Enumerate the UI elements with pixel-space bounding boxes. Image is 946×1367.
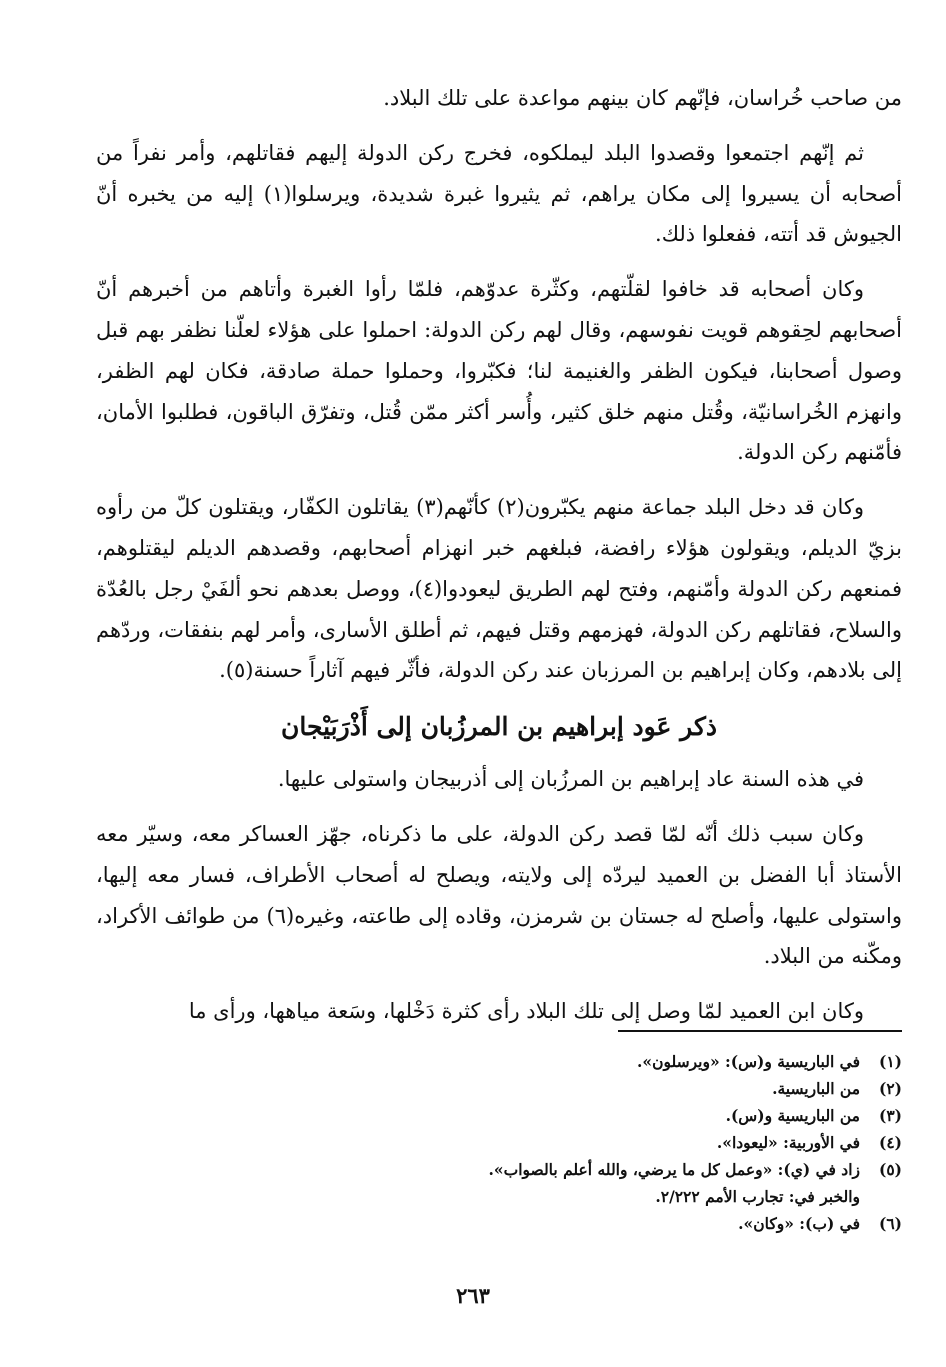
page-number: ٢٦٣: [456, 1283, 490, 1308]
paragraph: وكان سبب ذلك أنّه لمّا قصد ركن الدولة، على ما ذكرناه، جهّز العساكر معه، وسيّر معه الأستاذ أبا الفضل بن العميد ليردّه إلى ولايته، ويصلح له أصحاب الأطراف، فسار معه إليها، واستولى عليها، وأصلح له جستان بن شرمزن، وقاده إلى طاعته، وغيره(٦) من طوائف الأكراد، ومكّنه من البلاد.: [96, 821, 902, 969]
footnote-text: من الباريسية.: [772, 1079, 860, 1098]
footnote-divider: [618, 1030, 902, 1032]
footnote-number: (٢): [878, 1079, 902, 1098]
footnote-line: والخبر في: تجارب الأمم ٢/٢٢٢.: [655, 1187, 860, 1206]
footnote: [96, 1075, 902, 1102]
footnote-line: زاد في (ي): «وعمل كل ما يرضي، والله أعلم بالصواب».: [488, 1160, 860, 1179]
footnote: [96, 1102, 902, 1129]
footnote-number: (٣): [878, 1106, 902, 1125]
footnote-text: في (ب): «وكان».: [738, 1214, 860, 1233]
footnote-text: في الباريسية و(س): «ويرسلون».: [637, 1052, 860, 1071]
paragraph: وكان ابن العميد لمّا وصل إلى تلك البلاد رأى كثرة دَخْلها، وسَعة مياهها، ورأى ما: [188, 999, 864, 1024]
paragraph: في هذه السنة عاد إبراهيم بن المرزُبان إلى أذربيجان واستولى عليها.: [277, 767, 864, 792]
footnote: [96, 1210, 902, 1237]
footnote: [96, 1156, 902, 1210]
footnote: [96, 1048, 902, 1075]
paragraph: وكان قد دخل البلد جماعة منهم يكبّرون(٢) كأنّهم(٣) يقاتلون الكفّار، ويقتلون كلّ من رأوه بزيّ الديلم، ويقولون هؤلاء رافضة، فبلغهم خبر انهزام أصحابهم، وقصدهم الديلم ليقتلوهم، فمنعهم ركن الدولة وأمّنهم، وفتح لهم الطريق ليعودوا(٤)، ووصل بعدهم نحو ألفَيْ رجل بالعُدّة والسلاح، فقاتلهم ركن الدولة، فهزمهم وقتل فيهم، ثم أطلق الأسارى، وأمر لهم بنفقات، وردّهم إلى بلادهم، وكان إبراهيم بن المرزبان عند ركن الدولة، فأثّر فيهم آثاراً حسنة(٥).: [96, 495, 902, 683]
footnote-text: من الباريسية و(س).: [725, 1106, 860, 1125]
footnote-number: (٤): [878, 1133, 902, 1152]
footnote-number: (٥): [878, 1160, 902, 1179]
footnote: [96, 1129, 902, 1156]
paragraph: من صاحب خُراسان، فإنّهم كان بينهم مواعدة على تلك البلاد.: [383, 86, 902, 110]
section-heading: ذكر عَود إبراهيم بن المرزُبان إلى أَذْرَبَيْجان: [281, 712, 717, 742]
footnote-text: [96, 1156, 860, 1210]
footnotes: [96, 1048, 902, 1237]
footnote-number: (١): [878, 1052, 902, 1071]
footnote-number: (٦): [878, 1214, 902, 1233]
footnote-text: في الأوربية: «ليعودا».: [716, 1133, 860, 1152]
main-text: [96, 78, 902, 1032]
paragraph: وكان أصحابه قد خافوا لقلّتهم، وكثّرة عدوّهم، فلمّا رأوا الغبرة وأتاهم من أخبرهم أنّ أصحابهم لحِقوهم قويت نفوسهم، وقال لهم ركن الدولة: احملوا على هؤلاء لعلّنا نظفر بهم قبل وصول أصحابنا، فيكون الظفر والغنيمة لنا؛ فكبّروا، وحملوا حملة صادقة، فكان لهم الظفر، وانهزم الخُراسانيّة، وقُتل منهم خلق كثير، وأُسر أكثر ممّن قُتل، وتفرّق الباقون، فطلبوا الأمان، فأمّنهم ركن الدولة.: [96, 277, 902, 465]
paragraph: ثم إنّهم اجتمعوا وقصدوا البلد ليملكوه، فخرج ركن الدولة إليهم فقاتلهم، وأمر نفراً من أصحابه أن يسيروا إلى مكان يراهم، ثم يثيروا غبرة شديدة، ويرسلوا(١) إليه من يخبره أنّ الجيوش قد أتته، ففعلوا ذلك.: [96, 140, 902, 247]
